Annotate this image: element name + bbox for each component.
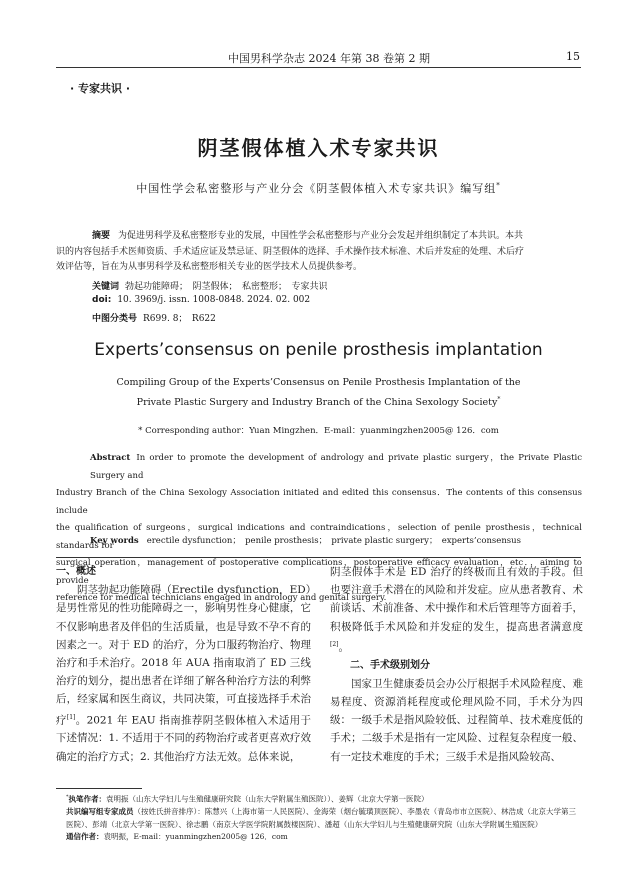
clc-label: 中图分类号 bbox=[92, 314, 138, 324]
abstract-en-line: In order to promote the development of andrology and private plastic surgery，the Private Plastic Surgery and bbox=[90, 453, 582, 481]
section-heading: 一、概述 bbox=[56, 566, 96, 577]
body-paragraph: 国家卫生健康委员会办公厅根据手术风险程度、难易程度、资源消耗程度或伦理风险不同，手术分为四级：一级手术是指风险较低、过程简单、技术难度低的手术；二级手术是指有一定风险、过程复杂程度一般、有一定技术难度的手术；三级手术是指风险较高、 bbox=[330, 677, 583, 763]
doi-value: 10. 3969/j. issn. 1008-0848. 2024. 02. 002 bbox=[117, 295, 311, 305]
abstract-cn bbox=[56, 229, 582, 276]
doi-label: doi: bbox=[92, 295, 112, 305]
corresponding-text: 袁明振，E-mail：yuanmingzhen2005@ 126．com bbox=[103, 832, 288, 841]
footnote-mark: * bbox=[66, 794, 69, 800]
footnotes bbox=[56, 791, 582, 844]
clc-value: R699. 8； R622 bbox=[143, 314, 216, 324]
author-group-en bbox=[0, 374, 637, 411]
title-en: Experts’consensus on penile prosthesis implantation bbox=[94, 340, 543, 360]
author-group-en-mark: * bbox=[497, 396, 501, 403]
lead-author-text: 袁明振（山东大学妇儿与生殖健康研究院（山东大学附属生殖医院））、姜辉（北京大学第一医院） bbox=[106, 794, 429, 804]
members-label: 共识编写组专家成员 bbox=[66, 807, 134, 816]
footnote-rule bbox=[56, 788, 142, 789]
keywords-cn-label: 关键词 bbox=[92, 282, 120, 292]
citation: [1] bbox=[66, 713, 76, 721]
abstract-cn-label: 摘要 bbox=[92, 231, 111, 241]
abstract-cn-line: 效评估等，旨在为从事男科学及私密整形相关专业的医学技术人员提供参考。 bbox=[56, 262, 363, 272]
body-text: 阴茎勃起功能障碍（Erectile dysfunction，ED）是男性常见的性功能障碍之一，影响男性身心健康，它不仅影响患者及伴侣的生活质量，也是导致不孕不育的因素之一。对于 ED 的治疗，分为口服药物治疗、物理治疗和手术治疗。2018 年 AUA 指南取消了 ED 三线治疗的划分，提出患者在详细了解各种治疗方法的利弊后，经家属和医生商议，共同决策，可直接选择手术治疗 bbox=[56, 584, 311, 727]
body-text: 。 bbox=[338, 641, 349, 654]
author-group-en-line: Compiling Group of the Experts’Consensus on Penile Prosthesis Implantation of the bbox=[116, 377, 521, 388]
body-paragraph bbox=[56, 581, 311, 766]
corresponding-label: 通信作者： bbox=[66, 832, 104, 841]
keywords-en bbox=[90, 534, 521, 546]
page-number: 15 bbox=[566, 50, 580, 63]
corresponding-author-en: * Corresponding author：Yuan Mingzhen．E-mail：yuanmingzhen2005@ 126．com bbox=[138, 426, 499, 436]
body-text: 。2021 年 EAU 指南推荐阴茎假体植入术适用于下述情况：1. 不适用于不同的药物治疗或者更喜欢疗效确定的治疗方式；2. 其他治疗方法无效。总体来说， bbox=[56, 714, 311, 763]
citation: [2] bbox=[330, 640, 339, 648]
header-rule bbox=[56, 67, 581, 68]
author-group-name: 中国性学会私密整形与产业分会《阴茎假体植入术专家共识》编写组 bbox=[136, 182, 497, 195]
section-heading: 二、手术级别划分 bbox=[350, 659, 430, 671]
author-mark: * bbox=[496, 181, 501, 190]
abstract-en-line: reference for medical technicians engaged in andrology and genital surgery. bbox=[56, 593, 387, 603]
journal-info: 中国男科学杂志 2024 年第 38 卷第 2 期 bbox=[228, 52, 430, 65]
body-column-left bbox=[56, 563, 311, 766]
body-column-right bbox=[330, 563, 583, 766]
clc-line bbox=[92, 311, 216, 324]
members-text: （按姓氏拼音排序）：陈慧兴（上海市第一人民医院）、金海荣（烟台毓璜顶医院）、李墨农（青岛市市立医院）、林浩成（北京大学第三医院）、彭靖（北京大学第一医院）、徐志鹏（南京大学医学院附属鼓楼医院）、潘超（山东大学妇儿与生殖健康研究院（山东大学附属生殖医院） bbox=[66, 807, 576, 829]
lead-author-label: 执笔作者： bbox=[68, 794, 106, 804]
abstract-cn-line: 为促进男科学及私密整形专业的发展，中国性学会私密整形与产业分会发起并组织制定了本共识。本共 bbox=[118, 231, 524, 241]
author-group-cn bbox=[0, 180, 637, 196]
keywords-cn-text: 勃起功能障碍； 阴茎假体； 私密整形； 专家共识 bbox=[125, 282, 328, 292]
keywords-en-text: erectile dysfunction； penile prosthesis； private plastic surgery； experts’consensus bbox=[146, 536, 521, 546]
author-group-en-line: Private Plastic Surgery and Industry Branch of the China Sexology Society bbox=[136, 397, 498, 409]
body-text: 阴茎假体手术是 ED 治疗的终极而且有效的手段。但也要注意手术潜在的风险和并发症。应从患者教育、术前谈话、术前准备、术中操作和术后管理等方面着手，积极降低手术风险和并发症的发生，提高患者满意度 bbox=[330, 566, 583, 633]
doi-line bbox=[92, 295, 310, 305]
running-header bbox=[0, 50, 637, 68]
page-title: 阴茎假体植入术专家共识 bbox=[197, 136, 440, 160]
keywords-en-label: Key words bbox=[90, 536, 139, 546]
section-divider bbox=[56, 557, 581, 558]
abstract-en-line: Industry Branch of the China Sexology Association initiated and edited this consensus．The contents of this consensus include bbox=[56, 488, 582, 516]
abstract-en-line: surgical operation，management of postoperative complications，postoperative efficacy evaluation，etc．，aiming to provide bbox=[56, 558, 582, 586]
body-paragraph bbox=[330, 563, 583, 657]
abstract-en-line: the qualification of surgeons，surgical indications and contraindications，selection of penile prosthesis，technical standards for bbox=[56, 523, 582, 551]
abstract-cn-line: 识的内容包括手术医师资质、手术适应证及禁忌证、阴茎假体的选择、手术操作技术标准、术后并发症的处理、术后疗 bbox=[56, 246, 525, 257]
keywords-cn bbox=[92, 279, 328, 292]
abstract-en-label: Abstract bbox=[90, 453, 131, 463]
section-tag: · 专家共识 · bbox=[70, 82, 131, 95]
